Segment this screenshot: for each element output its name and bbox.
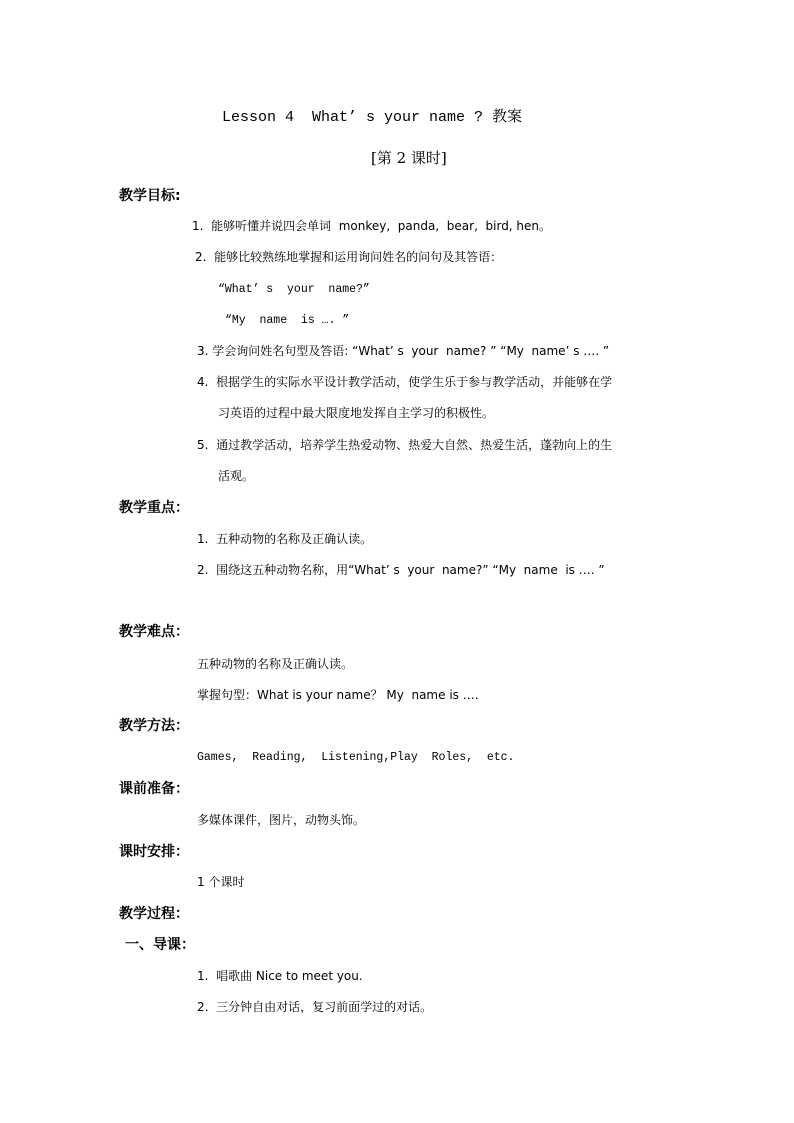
section-heading-objectives: 教学目标: xyxy=(119,188,181,204)
intro-item-1: 1. 唱歌曲 Nice to meet you. xyxy=(197,969,363,983)
objective-item-4: 4. 根据学生的实际水平设计教学活动，使学生乐于参与教学活动，并能够在学 xyxy=(197,375,613,389)
objective-item-4-cont: 习英语的过程中最大限度地发挥自主学习的积极性。 xyxy=(218,406,495,420)
objective-item-5-cont: 活观。 xyxy=(218,469,255,483)
example-question: “What’ s your name?” xyxy=(218,283,370,296)
key-point-item-2: 2. 围绕这五种动物名称，用“What’ s your name?” “My name is …. ” xyxy=(197,563,605,577)
objective-item-3: 3. 学会询问姓名句型及答语: “What’ s your name? ” “My name’ s …. ” xyxy=(197,344,610,358)
methods-text: Games, Reading, Listening,Play Roles, etc. xyxy=(197,751,515,764)
difficulty-item-2: 掌握句型：What is your name？ My name is …. xyxy=(197,688,487,702)
schedule-text: 1 个课时 xyxy=(197,875,245,889)
section-heading-key-points: 教学重点： xyxy=(119,500,189,516)
document-title: Lesson 4 What’ s your name ? 教案 xyxy=(222,109,523,126)
intro-item-2: 2. 三分钟自由对话，复习前面学过的对话。 xyxy=(197,1000,433,1014)
section-heading-difficulties: 教学难点： xyxy=(119,624,189,640)
document-subtitle: [第 2 课时] xyxy=(371,149,447,167)
subsection-heading-intro: 一、导课： xyxy=(125,937,195,953)
objective-item-2: 2. 能够比较熟练地掌握和运用询问姓名的问句及其答语： xyxy=(195,250,503,264)
objective-item-5: 5. 通过教学活动，培养学生热爱动物、热爱大自然、热爱生活，蓬勃向上的生 xyxy=(197,438,613,452)
example-answer: “My name is …. ” xyxy=(225,314,350,327)
objective-item-1: 1. 能够听懂并说四会单词 monkey, panda, bear, bird, hen。 xyxy=(192,219,552,233)
section-heading-methods: 教学方法： xyxy=(119,718,189,734)
preparation-text: 多媒体课件，图片，动物头饰。 xyxy=(197,813,366,827)
key-point-item-1: 1. 五种动物的名称及正确认读。 xyxy=(197,532,373,546)
difficulty-item-1: 五种动物的名称及正确认读。 xyxy=(197,657,354,671)
section-heading-process: 教学过程： xyxy=(119,906,189,922)
section-heading-preparation: 课前准备： xyxy=(119,781,189,797)
section-heading-schedule: 课时安排： xyxy=(119,844,189,860)
